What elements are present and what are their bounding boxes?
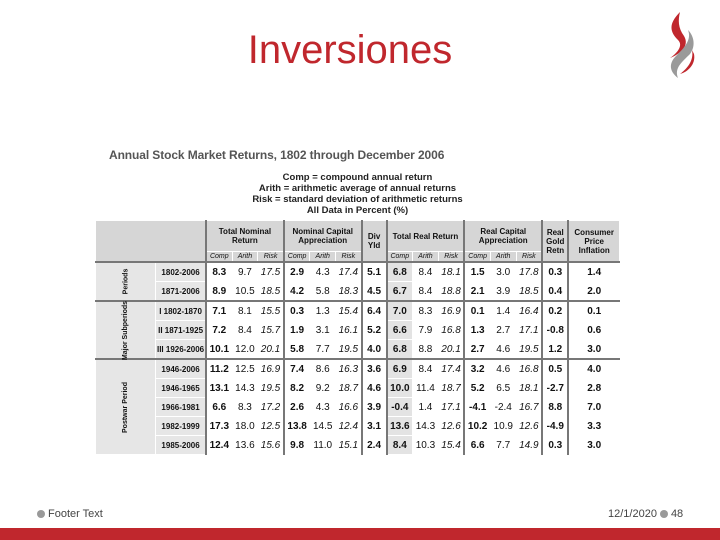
- table-cell: 0.2: [542, 301, 568, 321]
- table-cell: 20.1: [258, 340, 284, 360]
- table-cell: -0.8: [542, 321, 568, 340]
- figure-title: Annual Stock Market Returns, 1802 through December 2006: [109, 148, 445, 162]
- footer-right: [608, 508, 683, 520]
- table-cell: 17.8: [516, 262, 542, 282]
- table-cell: 18.7: [438, 379, 464, 398]
- subheader-arith: Arith: [490, 252, 516, 263]
- table-cell: 3.0: [568, 340, 619, 360]
- table-cell: 5.8: [284, 340, 310, 360]
- bottom-accent-bar: [0, 528, 720, 540]
- table-cell: 12.5: [258, 417, 284, 436]
- table-cell: 4.6: [362, 379, 387, 398]
- group-label-text: Major Subperiods: [122, 300, 130, 360]
- header-div-yld: Div Yld: [362, 221, 387, 263]
- table-cell: 12.0: [232, 340, 258, 360]
- table-cell: 4.2: [284, 282, 310, 302]
- table-cell: 11.2: [206, 359, 232, 379]
- group-label-periods: [96, 262, 156, 301]
- table-cell: 1.4: [413, 398, 439, 417]
- table-cell: 16.9: [258, 359, 284, 379]
- table-cell: 14.3: [413, 417, 439, 436]
- table-cell: -4.9: [542, 417, 568, 436]
- row-label: 1802-2006: [156, 262, 206, 282]
- table-cell: 8.8: [542, 398, 568, 417]
- table-row: [96, 398, 620, 417]
- bullet-icon: [37, 510, 45, 518]
- table-cell: 6.5: [490, 379, 516, 398]
- table-cell: 10.0: [387, 379, 413, 398]
- table-cell: 4.6: [490, 359, 516, 379]
- row-label: II 1871-1925: [156, 321, 206, 340]
- slide-title: Inversiones: [247, 28, 453, 72]
- table-cell: 1.2: [542, 340, 568, 360]
- table-cell: 6.6: [206, 398, 232, 417]
- table-cell: 18.5: [516, 282, 542, 302]
- returns-table: [95, 220, 620, 455]
- table-cell: 1.3: [310, 301, 336, 321]
- table-body: [96, 262, 620, 455]
- table-cell: 8.8: [413, 340, 439, 360]
- table-cell: 10.5: [232, 282, 258, 302]
- table-cell: 7.2: [206, 321, 232, 340]
- table-cell: 8.2: [284, 379, 310, 398]
- subheader-risk: Risk: [258, 252, 284, 263]
- table-cell: 8.1: [232, 301, 258, 321]
- table-cell: 8.4: [387, 436, 413, 455]
- table-cell: 16.3: [336, 359, 362, 379]
- table-cell: 3.2: [464, 359, 490, 379]
- table-cell: 16.6: [336, 398, 362, 417]
- table-cell: 5.8: [310, 282, 336, 302]
- table-cell: 7.0: [568, 398, 619, 417]
- table-cell: 12.6: [516, 417, 542, 436]
- header-cpi: Consumer Price Inflation: [568, 221, 619, 263]
- table-cell: 18.1: [516, 379, 542, 398]
- table-cell: 2.9: [284, 262, 310, 282]
- table-cell: 9.2: [310, 379, 336, 398]
- table-cell: 0.3: [542, 262, 568, 282]
- table-cell: 15.7: [258, 321, 284, 340]
- subheader-arith: Arith: [310, 252, 336, 263]
- table-cell: 17.4: [438, 359, 464, 379]
- table-cell: 8.4: [232, 321, 258, 340]
- table-cell: 2.6: [284, 398, 310, 417]
- table-cell: 8.3: [413, 301, 439, 321]
- table-cell: 8.3: [206, 262, 232, 282]
- table-cell: 18.8: [438, 282, 464, 302]
- table-cell: 10.9: [490, 417, 516, 436]
- table-cell: 12.6: [438, 417, 464, 436]
- page-number: 48: [670, 508, 684, 520]
- table-cell: 1.4: [490, 301, 516, 321]
- table-cell: 3.9: [490, 282, 516, 302]
- table-cell: 14.3: [232, 379, 258, 398]
- flame-logo-icon: [658, 10, 700, 82]
- table-cell: 19.5: [258, 379, 284, 398]
- table-cell: -4.1: [464, 398, 490, 417]
- table-cell: 1.5: [464, 262, 490, 282]
- table-cell: 0.4: [542, 282, 568, 302]
- table-cell: 13.6: [387, 417, 413, 436]
- table-cell: 3.3: [568, 417, 619, 436]
- table-cell: 7.0: [387, 301, 413, 321]
- returns-figure: [95, 148, 620, 453]
- group-label-major: [96, 301, 156, 359]
- table-cell: 5.2: [464, 379, 490, 398]
- table-cell: 2.7: [464, 340, 490, 360]
- table-cell: 18.1: [438, 262, 464, 282]
- table-cell: 5.2: [362, 321, 387, 340]
- header-total-nominal: Total Nominal Return: [206, 221, 284, 252]
- table-cell: -0.4: [387, 398, 413, 417]
- table-cell: 4.3: [310, 262, 336, 282]
- table-cell: 7.7: [490, 436, 516, 455]
- table-cell: 5.1: [362, 262, 387, 282]
- table-cell: 17.5: [258, 262, 284, 282]
- table-cell: 6.6: [464, 436, 490, 455]
- table-row: [96, 379, 620, 398]
- table-cell: 15.1: [336, 436, 362, 455]
- definition-comp: Comp = compound annual return: [282, 172, 433, 183]
- definition-risk: Risk = standard deviation of arithmetic returns: [252, 194, 463, 205]
- table-row: [96, 417, 620, 436]
- row-label: 1871-2006: [156, 282, 206, 302]
- table-cell: 6.4: [362, 301, 387, 321]
- table-cell: 0.1: [464, 301, 490, 321]
- table-cell: 17.1: [516, 321, 542, 340]
- table-cell: 3.9: [362, 398, 387, 417]
- bullet-icon: [660, 510, 668, 518]
- table-cell: 3.0: [490, 262, 516, 282]
- table-cell: 17.4: [336, 262, 362, 282]
- table-cell: 15.4: [336, 301, 362, 321]
- header-real-gold: Real Gold Retn: [542, 221, 568, 263]
- header-real-capital: Real Capital Appreciation: [464, 221, 542, 252]
- subheader-arith: Arith: [413, 252, 439, 263]
- table-row: [96, 436, 620, 455]
- table-cell: 20.1: [438, 340, 464, 360]
- row-label: 1982-1999: [156, 417, 206, 436]
- row-label: 1985-2006: [156, 436, 206, 455]
- table-row: [96, 340, 620, 360]
- table-cell: 2.1: [464, 282, 490, 302]
- table-cell: 12.4: [336, 417, 362, 436]
- table-cell: 8.4: [413, 359, 439, 379]
- table-cell: 12.5: [232, 359, 258, 379]
- subheader-risk: Risk: [336, 252, 362, 263]
- table-cell: 14.5: [310, 417, 336, 436]
- subheader-comp: Comp: [284, 252, 310, 263]
- definition-arith: Arith = arithmetic average of annual returns: [258, 183, 457, 194]
- table-cell: 4.6: [490, 340, 516, 360]
- table-cell: 8.4: [413, 262, 439, 282]
- header-total-real: Total Real Return: [387, 221, 465, 252]
- table-cell: 8.4: [413, 282, 439, 302]
- table-cell: 4.5: [362, 282, 387, 302]
- table-row: [96, 321, 620, 340]
- table-cell: 0.3: [542, 436, 568, 455]
- table-cell: 18.7: [336, 379, 362, 398]
- table-cell: 19.5: [336, 340, 362, 360]
- table-cell: 0.6: [568, 321, 619, 340]
- subheader-risk: Risk: [516, 252, 542, 263]
- table-cell: 16.7: [516, 398, 542, 417]
- table-cell: 17.3: [206, 417, 232, 436]
- table-cell: 4.0: [362, 340, 387, 360]
- table-cell: 18.5: [258, 282, 284, 302]
- table-cell: 3.1: [362, 417, 387, 436]
- table-cell: 2.7: [490, 321, 516, 340]
- table-cell: 18.3: [336, 282, 362, 302]
- table-cell: 3.6: [362, 359, 387, 379]
- table-cell: 17.2: [258, 398, 284, 417]
- table-cell: 10.2: [464, 417, 490, 436]
- table-cell: 13.8: [284, 417, 310, 436]
- group-label-text: Periods: [122, 268, 130, 295]
- table-cell: 8.9: [206, 282, 232, 302]
- table-cell: 6.6: [387, 321, 413, 340]
- table-cell: 6.8: [387, 262, 413, 282]
- table-cell: 16.8: [516, 359, 542, 379]
- table-row: [96, 301, 620, 321]
- table-cell: 7.9: [413, 321, 439, 340]
- table-cell: 10.3: [413, 436, 439, 455]
- table-cell: 1.4: [568, 262, 619, 282]
- header-blank: [96, 221, 207, 263]
- row-label: III 1926-2006: [156, 340, 206, 360]
- row-label: 1966-1981: [156, 398, 206, 417]
- table-cell: 4.0: [568, 359, 619, 379]
- table-cell: 7.4: [284, 359, 310, 379]
- table-cell: 7.7: [310, 340, 336, 360]
- table-row: [96, 359, 620, 379]
- table-row: [96, 282, 620, 302]
- table-cell: 6.8: [387, 340, 413, 360]
- table-cell: 6.9: [387, 359, 413, 379]
- table-cell: 10.1: [206, 340, 232, 360]
- table-cell: 16.4: [516, 301, 542, 321]
- table-cell: 16.1: [336, 321, 362, 340]
- table-cell: 9.8: [284, 436, 310, 455]
- table-cell: -2.7: [542, 379, 568, 398]
- row-label: 1946-1965: [156, 379, 206, 398]
- table-cell: 13.1: [206, 379, 232, 398]
- table-cell: 12.4: [206, 436, 232, 455]
- table-cell: 4.3: [310, 398, 336, 417]
- table-row: [96, 262, 620, 282]
- subheader-comp: Comp: [206, 252, 232, 263]
- definition-units: All Data in Percent (%): [306, 205, 409, 216]
- table-cell: 9.7: [232, 262, 258, 282]
- table-cell: 11.4: [413, 379, 439, 398]
- table-cell: 8.3: [232, 398, 258, 417]
- subheader-comp: Comp: [387, 252, 413, 263]
- table-cell: 19.5: [516, 340, 542, 360]
- table-cell: 6.7: [387, 282, 413, 302]
- table-cell: 15.4: [438, 436, 464, 455]
- subheader-comp: Comp: [464, 252, 490, 263]
- footer: [34, 508, 103, 520]
- group-label-text: Postwar Period: [122, 381, 130, 433]
- table-cell: 16.9: [438, 301, 464, 321]
- subheader-arith: Arith: [232, 252, 258, 263]
- table-cell: 0.1: [568, 301, 619, 321]
- table-cell: 16.8: [438, 321, 464, 340]
- table-cell: 0.3: [284, 301, 310, 321]
- table-cell: 2.0: [568, 282, 619, 302]
- table-cell: 11.0: [310, 436, 336, 455]
- table-cell: 1.9: [284, 321, 310, 340]
- subheader-risk: Risk: [438, 252, 464, 263]
- group-label-postwar: [96, 359, 156, 455]
- table-cell: 8.6: [310, 359, 336, 379]
- table-cell: 0.5: [542, 359, 568, 379]
- footer-date: 12/1/2020: [608, 508, 657, 520]
- table-cell: 17.1: [438, 398, 464, 417]
- table-cell: 3.1: [310, 321, 336, 340]
- table-cell: 15.6: [258, 436, 284, 455]
- row-label: I 1802-1870: [156, 301, 206, 321]
- table-cell: 7.1: [206, 301, 232, 321]
- table-cell: 1.3: [464, 321, 490, 340]
- table-cell: 2.8: [568, 379, 619, 398]
- table-cell: 13.6: [232, 436, 258, 455]
- table-cell: 2.4: [362, 436, 387, 455]
- table-cell: 3.0: [568, 436, 619, 455]
- table-cell: 15.5: [258, 301, 284, 321]
- definitions: [95, 172, 620, 216]
- header-nominal-capital: Nominal Capital Appreciation: [284, 221, 362, 252]
- footer-text: Footer Text: [48, 508, 103, 520]
- table-cell: -2.4: [490, 398, 516, 417]
- row-label: 1946-2006: [156, 359, 206, 379]
- table-cell: 14.9: [516, 436, 542, 455]
- table-cell: 18.0: [232, 417, 258, 436]
